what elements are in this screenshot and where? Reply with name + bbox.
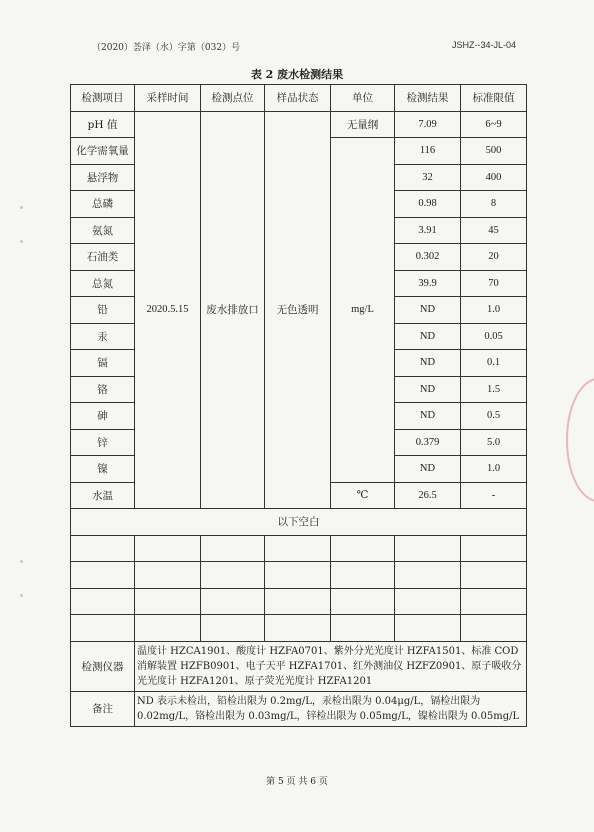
binding-hole [20, 560, 23, 563]
limit-cell: 70 [461, 270, 527, 297]
result-cell: 26.5 [395, 482, 461, 509]
item-cell: 镉 [71, 350, 135, 377]
limit-cell: 1.5 [461, 376, 527, 403]
binding-hole [20, 206, 23, 209]
item-cell: 砷 [71, 403, 135, 430]
remarks-text: ND 表示未检出，铅检出限为 0.2mg/L，汞检出限为 0.04μg/L，镉检出限为 0.02mg/L，铬检出限为 0.03mg/L，锌检出限为 0.05mg/L，镍检出限为 0.05mg/L [135, 691, 527, 726]
binding-hole [20, 594, 23, 597]
remarks-label: 备注 [71, 691, 135, 726]
item-cell: pH 值 [71, 111, 135, 138]
result-cell: ND [395, 403, 461, 430]
wastewater-results-table [70, 84, 527, 727]
table-row [71, 111, 527, 138]
empty-row [71, 615, 527, 642]
document-number: （2020）荟泽（水）字第（032）号 [92, 43, 241, 53]
sample-time-cell: 2020.5.15 [135, 111, 201, 509]
limit-cell: 6~9 [461, 111, 527, 138]
instruments-text: 温度计 HZCA1901、酸度计 HZFA0701、紫外分光光度计 HZFA1501、标准 COD 消解装置 HZFB0901、电子天平 HZFA1701、红外测油仪 HZFZ0901、原子吸收分光光度计 HZFA1201、原子荧光光度计 HZFA1201 [135, 641, 527, 691]
item-cell: 悬浮物 [71, 164, 135, 191]
limit-cell: 400 [461, 164, 527, 191]
limit-cell: 1.0 [461, 456, 527, 483]
col-header: 检测点位 [201, 85, 265, 112]
limit-cell: 8 [461, 191, 527, 218]
page-footer: 第 5 页 共 6 页 [266, 777, 328, 787]
unit-cell: ℃ [331, 482, 395, 509]
col-header: 采样时间 [135, 85, 201, 112]
item-cell: 汞 [71, 323, 135, 350]
empty-row [71, 535, 527, 562]
blank-note-row [71, 509, 527, 536]
table-caption: 表 2 废水检测结果 [250, 68, 344, 81]
result-cell: ND [395, 323, 461, 350]
result-cell: ND [395, 350, 461, 377]
instruments-label: 检测仪器 [71, 641, 135, 691]
item-cell: 总氮 [71, 270, 135, 297]
instruments-row [71, 641, 527, 691]
result-cell: 0.302 [395, 244, 461, 271]
sample-point-cell: 废水排放口 [201, 111, 265, 509]
result-cell: 0.379 [395, 429, 461, 456]
table-header-row [71, 85, 527, 112]
limit-cell: 20 [461, 244, 527, 271]
item-cell: 氨氮 [71, 217, 135, 244]
binding-hole [20, 240, 23, 243]
item-cell: 化学需氧量 [71, 138, 135, 165]
empty-row [71, 562, 527, 589]
form-code: JSHZ--34-JL-04 [451, 40, 516, 50]
item-cell: 石油类 [71, 244, 135, 271]
result-cell: 0.98 [395, 191, 461, 218]
item-cell: 铅 [71, 297, 135, 324]
item-cell: 镍 [71, 456, 135, 483]
remarks-row [71, 691, 527, 726]
limit-cell: 45 [461, 217, 527, 244]
item-cell: 水温 [71, 482, 135, 509]
limit-cell: 0.05 [461, 323, 527, 350]
unit-cell: 无量纲 [331, 111, 395, 138]
result-cell: 7.09 [395, 111, 461, 138]
unit-cell: mg/L [331, 138, 395, 483]
limit-cell: 1.0 [461, 297, 527, 324]
result-cell: ND [395, 456, 461, 483]
limit-cell: 5.0 [461, 429, 527, 456]
result-cell: ND [395, 376, 461, 403]
result-cell: 3.91 [395, 217, 461, 244]
seal-stamp [566, 378, 594, 502]
limit-cell: 0.5 [461, 403, 527, 430]
item-cell: 铬 [71, 376, 135, 403]
item-cell: 总磷 [71, 191, 135, 218]
limit-cell: 0.1 [461, 350, 527, 377]
result-cell: 39.9 [395, 270, 461, 297]
sample-state-cell: 无色透明 [265, 111, 331, 509]
result-cell: 116 [395, 138, 461, 165]
result-cell: 32 [395, 164, 461, 191]
blank-note: 以下空白 [71, 509, 527, 536]
col-header: 标准限值 [461, 85, 527, 112]
limit-cell: 500 [461, 138, 527, 165]
col-header: 单位 [331, 85, 395, 112]
limit-cell: - [461, 482, 527, 509]
col-header: 检测项目 [71, 85, 135, 112]
col-header: 样品状态 [265, 85, 331, 112]
result-cell: ND [395, 297, 461, 324]
col-header: 检测结果 [395, 85, 461, 112]
empty-row [71, 588, 527, 615]
item-cell: 锌 [71, 429, 135, 456]
